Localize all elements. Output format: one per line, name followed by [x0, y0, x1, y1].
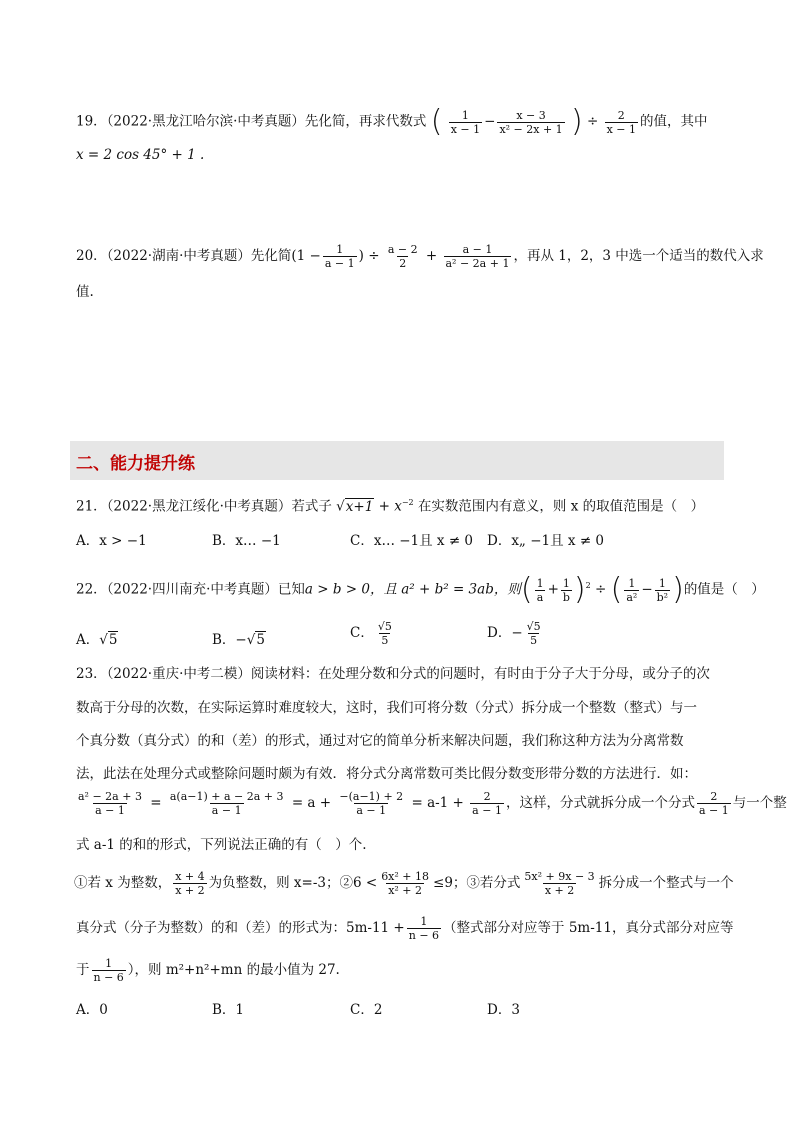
- q21-number: 21．: [76, 498, 107, 515]
- q23-option-a: A．0: [76, 1002, 108, 1018]
- fraction: $\frac{1}{\text{a²}}$: [626, 576, 638, 604]
- q21-option-d: D．x„ −1且 x ≠ 0: [487, 533, 605, 549]
- left-paren: (: [610, 572, 623, 607]
- q20-text: 先化简(1 −: [250, 248, 321, 264]
- fraction: $\frac{1}{x - 1}$: [450, 108, 481, 136]
- fraction: $\frac{x - 3}{\text{x² − 2x + 1}}$: [499, 108, 563, 136]
- q23-source: （2022·重庆·中考二模）: [106, 666, 251, 682]
- q23-example: $\frac{\text{a² − 2a + 3}}{a - 1}$ = $\frac{a(a-1) + a - 2a + 3}{a - 1}$ = a + $\frac{-(a-1) + 2}{a - 1}$ = a-1 + $\frac{2}{a - 1}$ ，这样，分式就拆分成一个分式 $\frac{2}{a - 1}$ 与一个整: [78, 790, 787, 817]
- section-title: 二、能力提升练: [76, 454, 195, 474]
- fraction: $\frac{1}{n - 6}$: [93, 957, 124, 984]
- q22-option-b: B．−√5: [212, 632, 265, 648]
- q22-number: 22．: [76, 581, 107, 598]
- q20-tail: ，再从 1，2，3 中选一个适当的数代入求: [513, 248, 764, 264]
- q22-option-d: D．− $\frac{√5}{5}$: [487, 620, 541, 647]
- fraction: $\frac{√5}{5}$: [377, 620, 392, 647]
- fraction: $\frac{1}{b}$: [562, 576, 570, 604]
- left-paren: (: [520, 572, 533, 607]
- fraction: $\frac{2}{x - 1}$: [606, 108, 637, 136]
- fraction: $\frac{1}{a}$: [536, 576, 544, 604]
- q19-line1: 19．（2022·黑龙江哈尔滨·中考真题）先化简，再求代数式 ( $\frac{1}{x - 1}$ − $\frac{x - 3}{\text{x² − 2x + 1}}$ ) ÷ $\frac{2}{x - 1}$ 的值，其中: [76, 104, 708, 139]
- fraction: $\frac{1}{\text{b²}}$: [656, 576, 669, 604]
- q23-statement1: ①若 x 为整数， $\frac{x + 4}{x + 2}$ 为负整数，则 x=-3；②6 < $\frac{\text{6x² + 18}}{\text{x² + 2}}$ ≤9；③若分式 $\frac{\text{5x² + 9x − 3}}{x + 2}$ 拆分成一个整式与一个: [74, 870, 734, 897]
- q19-tail: 的值，其中: [640, 113, 708, 130]
- q23-example-tail2: 与一个整: [732, 795, 787, 811]
- q19-given: x = 2 cos 45° + 1 .: [76, 147, 205, 163]
- q21-source: （2022·黑龙江绥化·中考真题）: [106, 498, 292, 515]
- q22-tail: 的值是（ ）: [683, 581, 765, 598]
- q21-text: 若式子: [291, 498, 332, 515]
- fraction: $\frac{-(a-1) + 2}{a - 1}$: [339, 790, 404, 817]
- q19-text: 先化简，再求代数式: [304, 113, 427, 130]
- q21-line1: 21．（2022·黑龙江绥化·中考真题）若式子 $√x+1 + x^{-2}$ 在实数范围内有意义，则 x 的取值范围是（ ）: [76, 498, 705, 515]
- q19-number: 19．: [76, 113, 107, 130]
- fraction: $\frac{1}{a - 1}$: [324, 243, 355, 270]
- left-paren: (: [430, 104, 443, 139]
- q22-source: （2022·四川南充·中考真题）: [106, 581, 278, 598]
- q23-option-d: D．3: [487, 1002, 520, 1018]
- fraction: $\frac{\text{a² − 2a + 3}}{a - 1}$: [78, 790, 142, 817]
- q22-text: 已知: [277, 581, 305, 598]
- fraction: $\frac{\text{6x² + 18}}{\text{x² + 2}}$: [381, 870, 430, 897]
- q22-line1: 22．（2022·四川南充·中考真题）已知a > b > 0，且 a² + b² = 3ab，则( $\frac{1}{a}$ + $\frac{1}{b}$ )$^2$ ÷ ( $\frac{1}{\text{a²}}$ − $\frac{1}{\text{b²}}$ )的值是（ ）: [76, 572, 765, 607]
- q22-option-a: A．√5: [76, 632, 118, 648]
- right-paren: ): [573, 572, 586, 607]
- fraction: $\frac{√5}{5}$: [526, 620, 541, 647]
- q23-line1: [76, 664, 710, 684]
- q23-option-b: B．1: [212, 1002, 245, 1018]
- q23-text-line3: 个真分数（真分式）的和（差）的形式，通过对它的简单分析来解决问题，我们称这种方法为分离常数: [76, 733, 684, 749]
- fraction: $\frac{\text{5x² + 9x − 3}}{x + 2}$: [524, 870, 595, 897]
- fraction: $\frac{1}{n - 6}$: [408, 915, 440, 942]
- q23-text-line4: 法，此法在处理分式或整除问题时颇为有效．将分式分离常数可类比假分数变形带分数的方法进行．如：: [76, 766, 697, 782]
- q23-option-c: C．2: [350, 1002, 383, 1018]
- q23-line6: 式 a-1 的和的形式，下列说法正确的有（ ）个.: [76, 837, 367, 853]
- q21-option-a: A．x > −1: [76, 533, 147, 549]
- q19-source: （2022·黑龙江哈尔滨·中考真题）: [106, 113, 305, 130]
- q23-text-line1: 阅读材料：在处理分数和分式的问题时，有时由于分子大于分母，或分子的次: [250, 666, 710, 682]
- q22-cond: a > b > 0，且 a² + b² = 3ab，则: [304, 581, 521, 598]
- fraction: $\frac{x + 4}{x + 2}$: [175, 870, 205, 897]
- q22-option-c: C． $\frac{√5}{5}$: [350, 620, 392, 647]
- right-paren: ): [570, 104, 583, 139]
- q20-line1: 20．（2022·湖南·中考真题）先化简(1 − $\frac{1}{a - 1}$ ) ÷ $\frac{a - 2}{2}$ + $\frac{a - 1}{\text{a² − 2a + 1}}$ ，再从 1，2，3 中选一个适当的数代入求: [76, 243, 764, 270]
- fraction: $\frac{2}{a - 1}$: [698, 790, 729, 817]
- q23-text-line2: 数高于分母的次数，在实际运算时难度较大，这时，我们可将分数（分式）拆分成一个整数（整式）与一: [76, 700, 697, 716]
- q20-source: （2022·湖南·中考真题）: [106, 248, 251, 264]
- q23-number: 23．: [76, 666, 107, 682]
- q20-line2: 值.: [76, 284, 94, 300]
- q20-number: 20．: [76, 248, 107, 264]
- q23-example-tail: ，这样，分式就拆分成一个分式: [505, 795, 695, 811]
- q23-statement2: 真分式（分子为整数）的和（差）的形式为：5m-11 + $\frac{1}{n - 6}$ （整式部分对应等于 5m-11，真分式部分对应等: [76, 915, 734, 942]
- right-paren: ): [672, 572, 684, 607]
- fraction: $\frac{a - 1}{\text{a² − 2a + 1}}$: [445, 243, 510, 270]
- fraction: $\frac{a - 2}{2}$: [387, 243, 418, 270]
- fraction: $\frac{2}{a - 1}$: [472, 790, 502, 817]
- q21-option-b: B．x… −1: [212, 533, 281, 549]
- fraction: $\frac{a(a-1) + a - 2a + 3}{a - 1}$: [169, 790, 284, 817]
- q21-option-c: C．x… −1且 x ≠ 0: [350, 533, 474, 549]
- q21-tail: 在实数范围内有意义，则 x 的取值范围是（ ）: [417, 498, 705, 515]
- q23-statement3: 于 $\frac{1}{n - 6}$ ），则 m²+n²+mn 的最小值为 27.: [76, 957, 340, 984]
